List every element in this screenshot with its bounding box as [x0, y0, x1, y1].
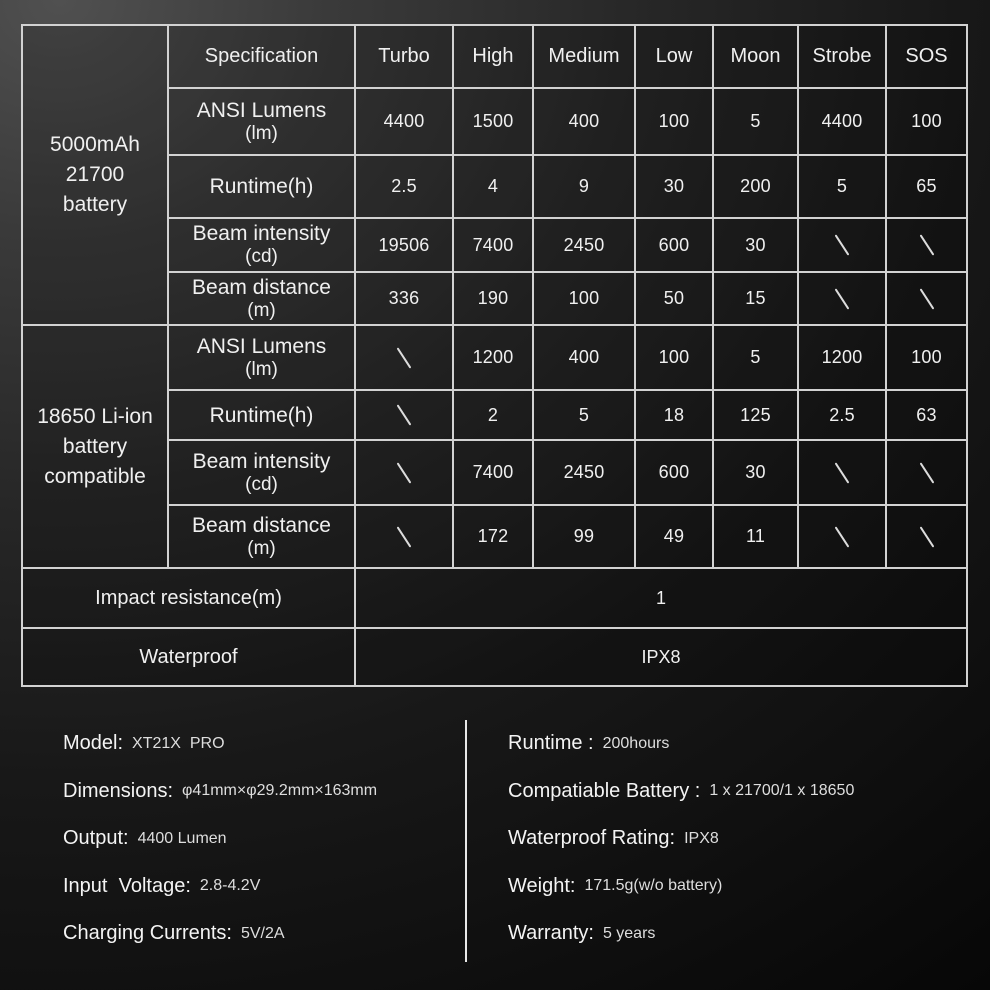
not-applicable-slash [397, 462, 412, 483]
value-cell: 172 [453, 505, 533, 568]
spec-label-text: Beam distance [192, 275, 331, 299]
detail-value: 2.8-4.2V [199, 877, 261, 895]
impact-resistance-value: 1 [355, 568, 967, 628]
detail-model [63, 720, 377, 768]
value-cell: 63 [886, 390, 967, 440]
detail-compatible-battery [508, 768, 854, 816]
not-applicable-slash [835, 462, 850, 483]
value-cell [355, 440, 453, 505]
detail-output [63, 815, 377, 863]
not-applicable-slash [835, 526, 850, 547]
value-cell [886, 440, 967, 505]
value-cell: 400 [533, 88, 635, 155]
value-cell: 50 [635, 272, 713, 325]
detail-value: 5 years [602, 924, 656, 942]
mode-header-turbo: Turbo [355, 25, 453, 88]
detail-label: Weight: [508, 874, 576, 897]
detail-label: Model: [63, 732, 124, 755]
value-cell: 11 [713, 505, 798, 568]
details-left-column [63, 720, 377, 958]
detail-value: 5V/2A [240, 924, 285, 942]
battery-group-18650 [22, 325, 168, 568]
value-cell [798, 272, 886, 325]
product-details-section [0, 712, 990, 974]
value-cell: 99 [533, 505, 635, 568]
spec-unit-text: (cd) [245, 246, 278, 267]
value-cell [886, 218, 967, 272]
detail-charging-currents [63, 910, 377, 958]
detail-waterproof-rating [508, 815, 854, 863]
detail-label: Waterproof Rating: [508, 827, 676, 850]
detail-value: 1 x 21700/1 x 18650 [709, 782, 855, 800]
value-cell: 190 [453, 272, 533, 325]
battery-group-21700 [22, 25, 168, 325]
mode-header-high: High [453, 25, 533, 88]
value-cell: 15 [713, 272, 798, 325]
detail-value: φ41mm×φ29.2mm×163mm [182, 782, 378, 800]
spec-unit-text: (lm) [245, 358, 278, 380]
not-applicable-slash [835, 234, 850, 255]
spec-row-label [168, 272, 355, 325]
value-cell: 100 [635, 325, 713, 390]
value-cell [886, 505, 967, 568]
value-cell [355, 325, 453, 390]
value-cell [798, 505, 886, 568]
detail-label: Compatiable Battery : [508, 779, 701, 802]
detail-label: Dimensions: [63, 779, 174, 802]
value-cell: 1200 [798, 325, 886, 390]
battery-line: compatible [44, 464, 146, 488]
value-cell: 65 [886, 155, 967, 218]
mode-header-low: Low [635, 25, 713, 88]
impact-resistance-row [22, 568, 967, 628]
spec-unit-text: (m) [247, 299, 276, 321]
detail-dimensions [63, 768, 377, 816]
mode-header-medium: Medium [533, 25, 635, 88]
value-cell: 600 [635, 440, 713, 505]
detail-value: XT21X PRO [132, 734, 225, 752]
value-cell: 600 [635, 218, 713, 272]
value-cell: 49 [635, 505, 713, 568]
value-cell: 5 [533, 390, 635, 440]
spec-label-text: Beam intensity [192, 449, 331, 473]
spec-label-text: Beam distance [192, 513, 331, 537]
not-applicable-slash [397, 526, 412, 547]
value-cell: 336 [355, 272, 453, 325]
value-cell: 7400 [453, 440, 533, 505]
detail-label: Input Voltage: [63, 874, 191, 897]
impact-resistance-label: Impact resistance(m) [22, 568, 355, 628]
value-cell: 5 [798, 155, 886, 218]
waterproof-value: IPX8 [355, 628, 967, 686]
spec-row-label [168, 155, 355, 218]
value-cell: 1500 [453, 88, 533, 155]
detail-label: Runtime : [508, 732, 594, 755]
detail-label: Output: [63, 827, 129, 850]
value-cell: 30 [713, 218, 798, 272]
spec-label-text: ANSI Lumens [196, 98, 327, 122]
value-cell: 5 [713, 325, 798, 390]
value-cell: 18 [635, 390, 713, 440]
value-cell: 4400 [355, 88, 453, 155]
spec-row-label [168, 440, 355, 505]
detail-runtime [508, 720, 854, 768]
value-cell: 4 [453, 155, 533, 218]
value-cell [798, 218, 886, 272]
mode-header-moon: Moon [713, 25, 798, 88]
spec-row-label [168, 390, 355, 440]
not-applicable-slash [919, 234, 934, 255]
not-applicable-slash [919, 288, 934, 309]
detail-value: 4400 Lumen [137, 829, 227, 847]
mode-header-sos: SOS [886, 25, 967, 88]
detail-value: 171.5g(w/o battery) [584, 877, 723, 895]
mode-header-strobe: Strobe [798, 25, 886, 88]
value-cell [886, 272, 967, 325]
battery-line: battery [62, 434, 128, 458]
spec-row-label [168, 218, 355, 272]
detail-weight [508, 863, 854, 911]
value-cell: 9 [533, 155, 635, 218]
value-cell: 2450 [533, 218, 635, 272]
value-cell: 4400 [798, 88, 886, 155]
spec-label-text: ANSI Lumens [196, 334, 327, 358]
spec-label-text: Runtime(h) [209, 403, 314, 427]
spec-unit-text: (cd) [245, 473, 278, 495]
value-cell [355, 390, 453, 440]
value-cell: 100 [886, 325, 967, 390]
value-cell: 100 [886, 88, 967, 155]
table-row [22, 325, 967, 390]
battery-line: 21700 [65, 163, 125, 186]
detail-label: Warranty: [508, 922, 594, 945]
battery-line: 18650 Li-ion [37, 404, 153, 428]
value-cell [355, 505, 453, 568]
spec-table [21, 24, 968, 687]
value-cell: 2450 [533, 440, 635, 505]
detail-value: IPX8 [684, 829, 719, 847]
battery-line: battery [62, 193, 128, 216]
not-applicable-slash [397, 347, 412, 368]
value-cell: 7400 [453, 218, 533, 272]
spec-row-label [168, 325, 355, 390]
details-divider [465, 720, 467, 962]
value-cell: 2 [453, 390, 533, 440]
value-cell: 400 [533, 325, 635, 390]
value-cell: 30 [713, 440, 798, 505]
not-applicable-slash [919, 526, 934, 547]
spec-row-label [168, 88, 355, 155]
value-cell: 200 [713, 155, 798, 218]
battery-line: 5000mAh [50, 133, 140, 156]
value-cell: 5 [713, 88, 798, 155]
value-cell: 1200 [453, 325, 533, 390]
waterproof-label: Waterproof [22, 628, 355, 686]
column-header-specification: Specification [168, 25, 355, 88]
value-cell: 125 [713, 390, 798, 440]
not-applicable-slash [835, 288, 850, 309]
value-cell [798, 440, 886, 505]
value-cell: 2.5 [798, 390, 886, 440]
value-cell: 2.5 [355, 155, 453, 218]
details-right-column [508, 720, 854, 958]
waterproof-row [22, 628, 967, 686]
value-cell: 30 [635, 155, 713, 218]
not-applicable-slash [919, 462, 934, 483]
detail-label: Charging Currents: [63, 922, 232, 945]
spec-label-text: Beam intensity [192, 222, 331, 245]
value-cell: 100 [533, 272, 635, 325]
detail-warranty [508, 910, 854, 958]
detail-input-voltage [63, 863, 377, 911]
spec-label-text: Runtime(h) [209, 175, 314, 198]
spec-unit-text: (lm) [245, 122, 278, 144]
spec-row-label [168, 505, 355, 568]
spec-unit-text: (m) [247, 537, 276, 559]
value-cell: 100 [635, 88, 713, 155]
detail-value: 200hours [602, 734, 670, 752]
not-applicable-slash [397, 404, 412, 425]
value-cell: 19506 [355, 218, 453, 272]
